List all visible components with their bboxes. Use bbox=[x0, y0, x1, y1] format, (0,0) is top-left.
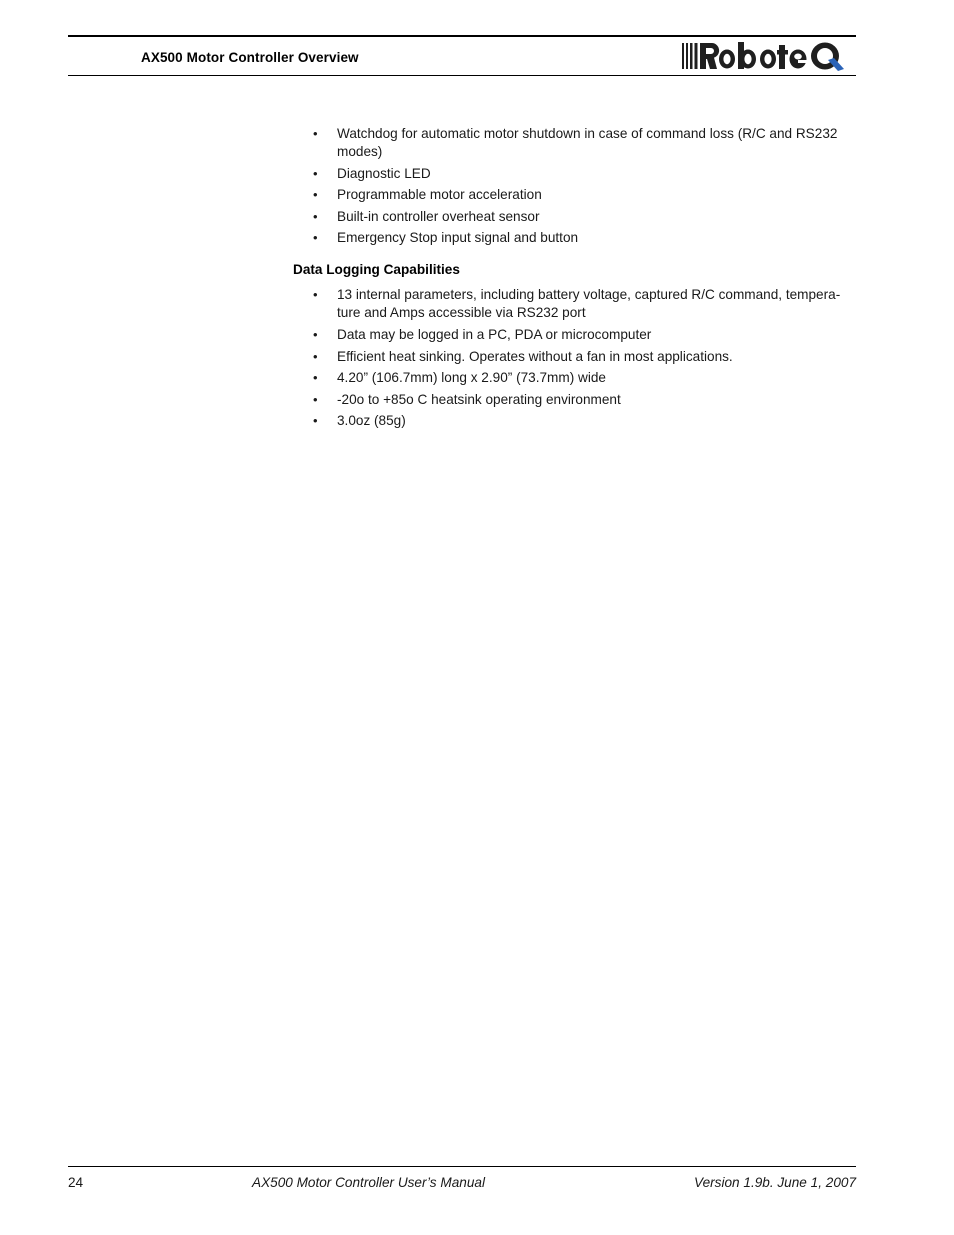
list-item-text: Efficient heat sinking. Operates without a fan in most applications. bbox=[337, 348, 733, 364]
header-rule-top bbox=[68, 35, 856, 37]
list-item bbox=[293, 208, 858, 226]
main-content bbox=[293, 125, 858, 434]
list-item-text: 13 internal parameters, including battery voltage, captured R/C command, tempera-ture and Amps accessible via RS232 port bbox=[337, 287, 841, 321]
page-number: 24 bbox=[68, 1175, 84, 1190]
list-item-text: -20o to +85o C heatsink operating environment bbox=[337, 391, 621, 407]
list-item bbox=[293, 125, 858, 161]
bullet-icon: • bbox=[313, 187, 318, 203]
list-item-text: Emergency Stop input signal and button bbox=[337, 230, 579, 246]
list-item-text: Watchdog for automatic motor shutdown in case of command loss (R/C and RS232 modes) bbox=[337, 126, 838, 159]
data-logging-list bbox=[293, 286, 858, 430]
bullet-icon: • bbox=[313, 208, 318, 224]
bullet-icon: • bbox=[313, 348, 318, 364]
bullet-icon: • bbox=[313, 230, 318, 246]
feature-list bbox=[293, 125, 858, 247]
footer-version: Version 1.9b. June 1, 2007 bbox=[694, 1175, 856, 1190]
list-item bbox=[293, 186, 858, 204]
list-item-text: 4.20” (106.7mm) long x 2.90” (73.7mm) wide bbox=[337, 370, 606, 386]
bullet-icon: • bbox=[313, 326, 318, 342]
bullet-icon: • bbox=[313, 287, 318, 303]
list-item-text: Built-in controller overheat sensor bbox=[337, 208, 540, 224]
list-item bbox=[293, 229, 858, 247]
list-item bbox=[293, 412, 858, 430]
list-item-text: 3.0oz (85g) bbox=[337, 413, 406, 429]
list-item bbox=[293, 391, 858, 409]
list-item bbox=[293, 165, 858, 183]
header-rule-bottom bbox=[68, 75, 856, 76]
bullet-icon: • bbox=[313, 165, 318, 181]
list-item bbox=[293, 326, 858, 344]
bullet-icon: • bbox=[313, 370, 318, 386]
roboteq-logo bbox=[682, 40, 856, 72]
bullet-icon: • bbox=[313, 413, 318, 429]
page-header-title: AX500 Motor Controller Overview bbox=[141, 50, 359, 65]
bullet-icon: • bbox=[313, 126, 318, 141]
list-item bbox=[293, 369, 858, 387]
section-heading: Data Logging Capabilities bbox=[293, 262, 460, 278]
footer-manual-title: AX500 Motor Controller User’s Manual bbox=[252, 1175, 485, 1190]
list-item-text: Data may be logged in a PC, PDA or microcomputer bbox=[337, 326, 652, 342]
bullet-icon: • bbox=[313, 391, 318, 407]
list-item-text: Programmable motor acceleration bbox=[337, 187, 542, 203]
list-item-text: Diagnostic LED bbox=[337, 165, 431, 181]
list-item bbox=[293, 286, 858, 322]
list-item bbox=[293, 348, 858, 366]
footer-rule bbox=[68, 1166, 856, 1167]
